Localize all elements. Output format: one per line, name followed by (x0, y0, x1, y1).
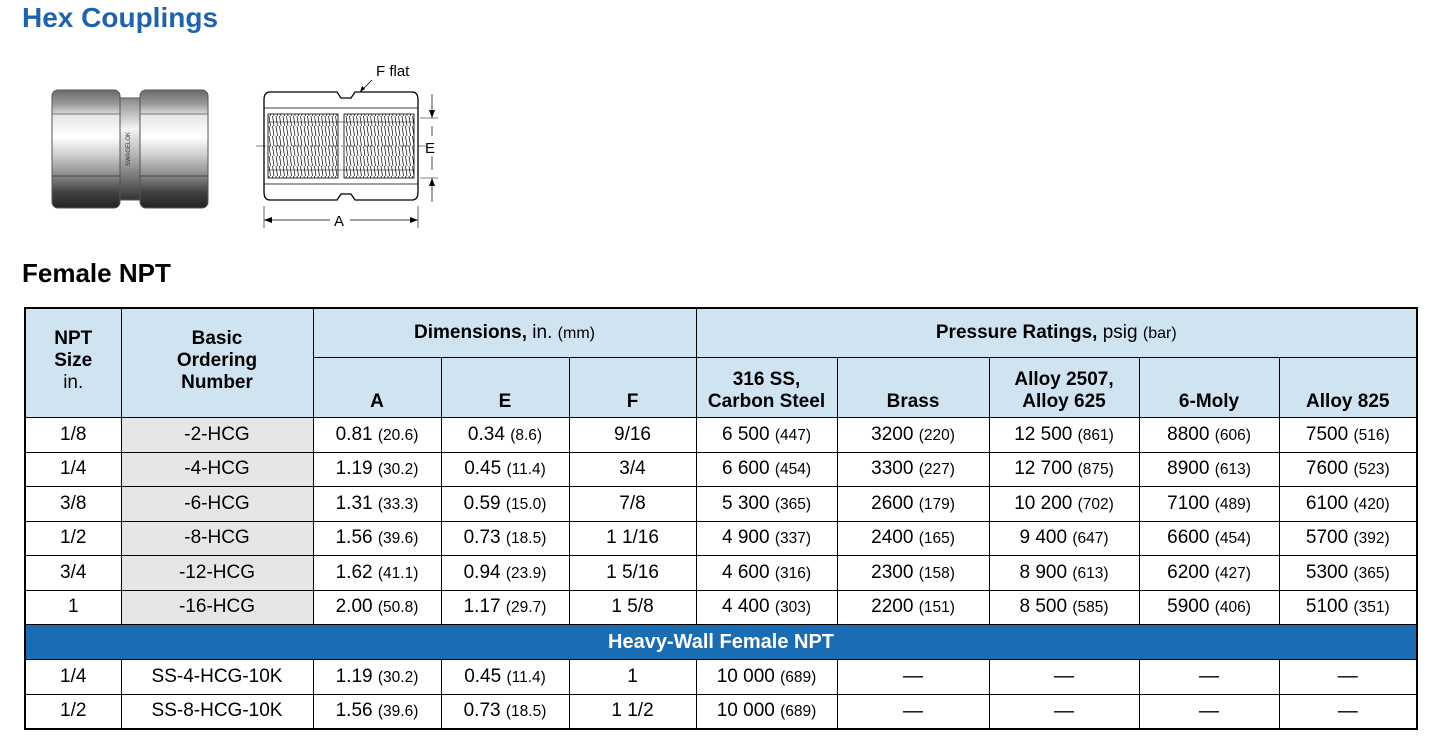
coupling-table (24, 307, 1418, 730)
header-f: F (569, 358, 696, 418)
table-row: 3/4 -12-HCG 1.62 (41.1) 0.94 (23.9) 1 5/16 4 600 (316) 2300 (158) 8 900 (613) 6200 (427) 5300 (365) (25, 556, 1417, 591)
header-brass: Brass (837, 358, 989, 418)
e-label: E (425, 140, 436, 157)
coupling-drawing (240, 56, 460, 236)
header-316ss: 316 SS, Carbon Steel (696, 358, 837, 418)
f-flat-label: F flat (376, 63, 410, 80)
section-band: Heavy-Wall Female NPT (25, 625, 1417, 660)
table-row: 3/8 -6-HCG 1.31 (33.3) 0.59 (15.0) 7/8 5 300 (365) 2600 (179) 10 200 (702) 7100 (489) 6100 (420) (25, 487, 1417, 522)
header-ordering-number: Basic Ordering Number (121, 308, 313, 418)
table-row: 1/4 -4-HCG 1.19 (30.2) 0.45 (11.4) 3/4 6 600 (454) 3300 (227) 12 700 (875) 8900 (613) 7600 (523) (25, 452, 1417, 487)
table-row: 1 -16-HCG 2.00 (50.8) 1.17 (29.7) 1 5/8 4 400 (303) 2200 (151) 8 500 (585) 5900 (406) 5100 (351) (25, 590, 1417, 625)
header-a: A (313, 358, 441, 418)
header-alloy2507: Alloy 2507, Alloy 625 (989, 358, 1139, 418)
header-6moly: 6-Moly (1139, 358, 1279, 418)
a-label: A (334, 213, 345, 230)
header-pressure-ratings: Pressure Ratings, psig (bar) (696, 308, 1417, 358)
header-dimensions: Dimensions, in. (mm) (313, 308, 696, 358)
table-row: 1/2 -8-HCG 1.56 (39.6) 0.73 (18.5) 1 1/16 4 900 (337) 2400 (165) 9 400 (647) 6600 (454) 5700 (392) (25, 521, 1417, 556)
header-alloy825: Alloy 825 (1279, 358, 1417, 418)
brand-stamp: SWAGELOK (126, 131, 132, 167)
header-e: E (441, 358, 569, 418)
page-title: Hex Couplings (22, 2, 219, 33)
section-title: Female NPT (22, 258, 171, 288)
table-row: 1/8 -2-HCG 0.81 (20.6) 0.34 (8.6) 9/16 6 500 (447) 3200 (220) 12 500 (861) 8800 (606) 7500 (516) (25, 418, 1417, 453)
table-row: 1/2 SS-8-HCG-10K 1.56 (39.6) 0.73 (18.5) 1 1/2 10 000 (689) — — — — (25, 694, 1417, 729)
table-row: 1/4 SS-4-HCG-10K 1.19 (30.2) 0.45 (11.4) 1 10 000 (689) — — — — (25, 660, 1417, 695)
header-npt-size: NPT Size in. (25, 308, 121, 418)
coupling-photo (50, 88, 210, 210)
